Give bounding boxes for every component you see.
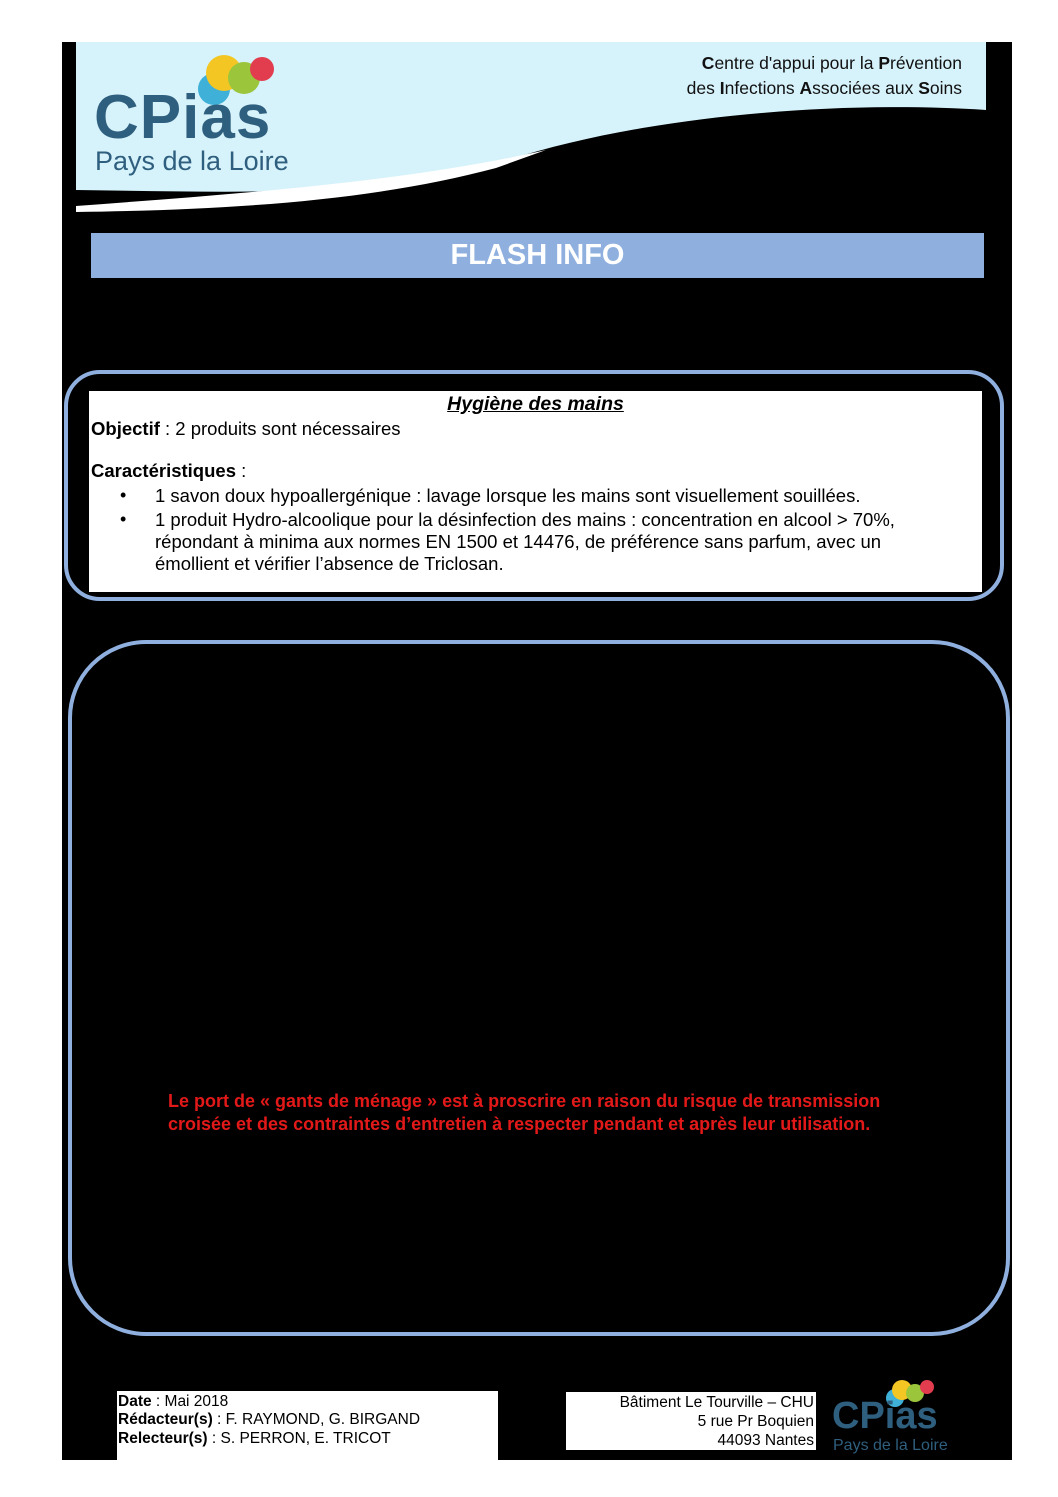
gloves-box-frame — [68, 640, 1010, 1336]
logo-dot-red — [250, 57, 274, 81]
bullet-hydroalcoholic-line3: émollient et vérifier l’absence de Triclosan. — [155, 553, 504, 574]
hygiene-title: Hygiène des mains — [447, 393, 624, 415]
organization-name-line1: Centre d'appui pour la Prévention — [701, 53, 962, 73]
objective-line: Objectif : 2 produits sont nécessaires — [91, 418, 401, 439]
bullet-soap: 1 savon doux hypoallergénique : lavage lorsque les mains sont visuellement souillées. — [155, 485, 861, 506]
footer-logo-subtitle: Pays de la Loire — [833, 1437, 948, 1454]
characteristics-heading: Caractéristiques : — [91, 460, 247, 481]
bullet-hydroalcoholic-line1: 1 produit Hydro-alcoolique pour la désinfection des mains : concentration en alcool > 70%, — [155, 509, 895, 530]
footer-logo: CPias — [832, 1395, 938, 1437]
address-line3: 44093 Nantes — [717, 1432, 814, 1449]
flash-info-banner: FLASH INFO — [91, 233, 984, 278]
bullet-hydroalcoholic-line2: répondant à minima aux normes EN 1500 et 14476, de préférence sans parfum, avec un — [155, 531, 882, 552]
address-line1: Bâtiment Le Tourville – CHU — [619, 1394, 814, 1411]
footer-authors: Rédacteur(s) : F. RAYMOND, G. BIRGAND — [118, 1411, 421, 1428]
bullet-icon: • — [120, 485, 127, 505]
gloves-warning: Le port de « gants de ménage » est à proscrire en raison du risque de transmission croisée et des contraintes d’entretien à respecter pendant et après leur utilisation. — [168, 1091, 881, 1134]
footer-reviewers: Relecteur(s) : S. PERRON, E. TRICOT — [118, 1430, 391, 1447]
organization-name-line2: des Infections Associées aux Soins — [686, 78, 962, 98]
small-logo-dot-red — [920, 1380, 934, 1394]
logo-cpias: CPias — [94, 83, 272, 152]
footer-date: Date : Mai 2018 — [118, 1393, 229, 1410]
address-line2: 5 rue Pr Boquien — [697, 1413, 814, 1430]
logo-subtitle: Pays de la Loire — [95, 146, 289, 176]
bullet-icon: • — [120, 509, 127, 529]
